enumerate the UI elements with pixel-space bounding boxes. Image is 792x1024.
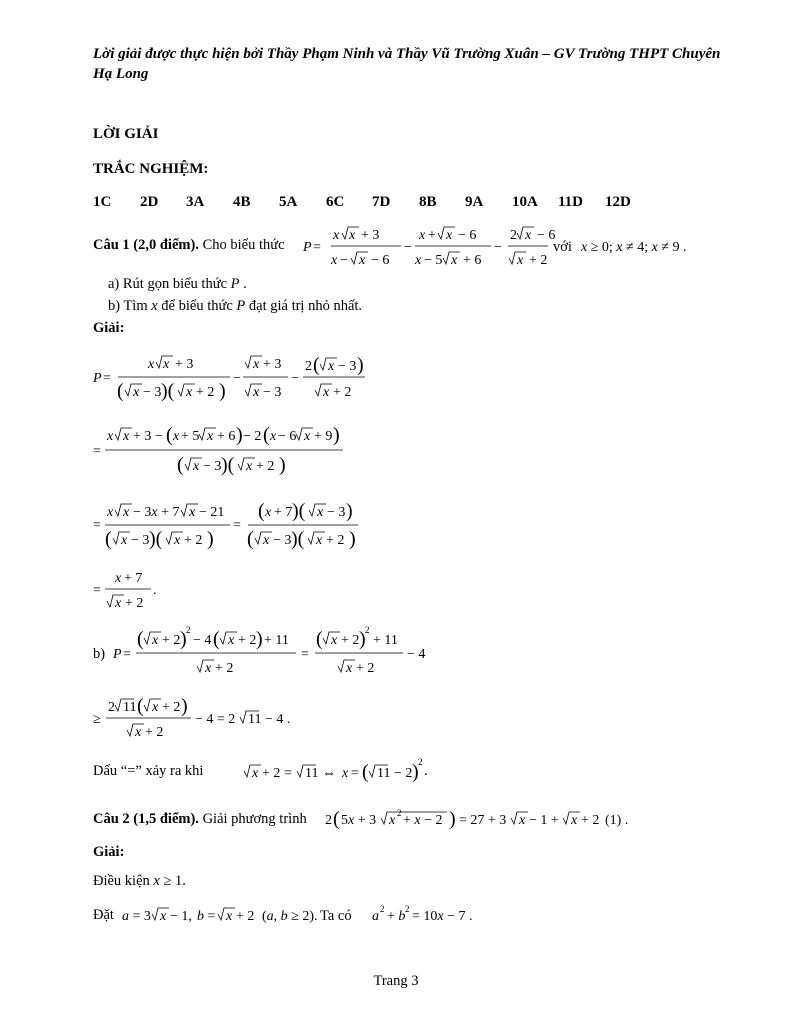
answer-item: 3A — [186, 194, 205, 210]
svg-text:−: − — [233, 371, 241, 386]
answer-item: 5A — [279, 194, 298, 210]
svg-text:x: x — [121, 533, 128, 548]
svg-text:(: ( — [247, 528, 254, 550]
q1-part-b: b) Tìm x để biểu thức P đạt giá trị nhỏ nhất. — [108, 298, 363, 314]
svg-text:− 4 = 2: − 4 = 2 — [195, 712, 236, 727]
answer-item: 1C — [93, 194, 112, 210]
svg-text:=: = — [301, 647, 309, 662]
svg-text:x: x — [328, 359, 335, 374]
svg-text:): ) — [181, 695, 188, 717]
svg-text:+ 3: + 3 — [361, 228, 380, 243]
svg-text:−: − — [404, 240, 412, 255]
svg-text:− 3: − 3 — [327, 505, 346, 520]
svg-text:x: x — [263, 533, 270, 548]
svg-text:x: x — [270, 429, 277, 444]
svg-text:+ 2: + 2 — [529, 253, 548, 268]
svg-text:x: x — [186, 385, 193, 400]
svg-text:x: x — [226, 909, 233, 924]
svg-text:x: x — [193, 459, 200, 474]
svg-text:− 3: − 3 — [131, 533, 150, 548]
svg-text:x: x — [525, 228, 532, 243]
q1-solution-label: Giải: — [93, 320, 125, 336]
svg-text:x: x — [349, 228, 356, 243]
svg-text:+ 2: + 2 — [341, 633, 360, 648]
svg-text:+ 2: + 2 — [145, 725, 164, 740]
svg-text:(: ( — [105, 528, 112, 550]
svg-text:x: x — [571, 813, 578, 828]
svg-text:− 6: − 6 — [537, 228, 556, 243]
q1-expression — [303, 224, 695, 275]
svg-text:=: = — [233, 518, 241, 533]
svg-text:(: ( — [117, 380, 124, 402]
answer-item: 10A — [512, 194, 538, 210]
svg-text:+: + — [428, 228, 436, 243]
q1-statement — [93, 237, 285, 254]
svg-text:x: x — [331, 253, 338, 268]
part-b-end: đạt giá trị nhỏ nhất. — [248, 298, 363, 314]
answer-item: 7D — [372, 194, 391, 210]
svg-text:)(: )( — [221, 454, 235, 476]
answer-item: 6C — [326, 194, 345, 210]
svg-text:+ x − 2: + x − 2 — [403, 813, 443, 828]
svg-text:P: P — [113, 647, 122, 662]
svg-text:x: x — [207, 429, 214, 444]
svg-text:(a, b ≥ 2).: (a, b ≥ 2). — [262, 909, 318, 924]
svg-text:=: = — [351, 766, 359, 781]
svg-text:2: 2 — [418, 757, 423, 767]
svg-text:(1) .: (1) . — [605, 813, 629, 828]
svg-text:+ 2: + 2 — [256, 459, 275, 474]
svg-text:): ) — [346, 500, 353, 522]
svg-text:x: x — [304, 429, 311, 444]
svg-text:+ 2 =: + 2 = — [262, 766, 292, 781]
q1-step-1 — [93, 350, 383, 415]
svg-text:x: x — [346, 661, 353, 676]
period: . — [424, 763, 428, 779]
q1-part-b-step-1 — [93, 625, 443, 686]
svg-text:+ 3 −: + 3 − — [133, 429, 163, 444]
svg-text:(: ( — [137, 695, 144, 717]
svg-text:): ) — [207, 528, 214, 550]
svg-text:(: ( — [313, 354, 320, 376]
svg-text:x: x — [133, 385, 140, 400]
condition-word: Điều kiện — [93, 873, 150, 889]
svg-text:− 3: − 3 — [338, 359, 357, 374]
svg-text:+ 3: + 3 — [263, 357, 282, 372]
svg-text:x: x — [107, 505, 114, 520]
svg-text:x: x — [323, 385, 330, 400]
svg-text:x: x — [107, 429, 114, 444]
svg-text:.: . — [153, 583, 157, 598]
svg-text:x: x — [189, 505, 196, 520]
svg-text:−: − — [340, 253, 348, 268]
svg-text:− 3: − 3 — [143, 385, 162, 400]
svg-text:x: x — [115, 596, 122, 611]
svg-text:− 6: − 6 — [278, 429, 297, 444]
svg-text:≥: ≥ — [93, 712, 101, 727]
svg-text:11 ⇔: 11 ⇔ — [305, 766, 336, 781]
have-word: Ta có — [320, 908, 352, 924]
svg-text:+ 2: + 2 — [215, 661, 234, 676]
q2-intro: Giải phương trình — [202, 811, 307, 827]
q1-step-3 — [93, 498, 373, 563]
svg-text:a = 3: a = 3 — [122, 909, 151, 924]
svg-text:x: x — [331, 633, 338, 648]
svg-text:=: = — [93, 518, 101, 533]
svg-text:x ≥ 0; x ≠ 4; x ≠ 9 .: x ≥ 0; x ≠ 4; x ≠ 9 . — [581, 240, 687, 255]
svg-text:+ 6: + 6 — [217, 429, 236, 444]
svg-text:− 3x + 7: − 3x + 7 — [133, 505, 180, 520]
svg-text:x: x — [253, 385, 260, 400]
q2-condition: Điều kiện x ≥ 1. — [93, 873, 186, 889]
svg-text:): ) — [180, 628, 187, 650]
svg-text:2: 2 — [108, 700, 115, 715]
svg-text:x: x — [115, 571, 122, 586]
q1-step-2 — [93, 420, 373, 485]
svg-text:−: − — [291, 371, 299, 386]
svg-text:− 2: − 2 — [243, 429, 262, 444]
svg-text:=: = — [123, 647, 131, 662]
answer-item: 2D — [140, 194, 159, 210]
svg-text:): ) — [333, 424, 340, 446]
svg-text:− 3: − 3 — [273, 533, 292, 548]
svg-text:x: x — [135, 725, 142, 740]
set-word: Đặt — [93, 907, 114, 923]
q1-equality-math — [242, 754, 422, 789]
equality-text: Dấu “=” xảy ra khi — [93, 763, 204, 779]
svg-text:x: x — [519, 813, 526, 828]
q2-statement — [93, 811, 307, 828]
page-number: Trang 3 — [373, 973, 419, 989]
svg-text:x: x — [265, 505, 272, 520]
svg-text:= 10x − 7 .: = 10x − 7 . — [412, 909, 473, 924]
q1-step-4 — [93, 568, 173, 619]
svg-text:=: = — [313, 240, 321, 255]
svg-text:(: ( — [166, 424, 173, 446]
svg-text:+ 9: + 9 — [314, 429, 333, 444]
svg-text:x: x — [359, 253, 366, 268]
svg-text:x: x — [160, 909, 167, 924]
svg-text:=: = — [93, 583, 101, 598]
svg-text:(: ( — [177, 454, 184, 476]
svg-text:− 1,: − 1, — [170, 909, 192, 924]
svg-text:x: x — [253, 357, 260, 372]
svg-text:)(: )( — [291, 528, 305, 550]
svg-text:+ 2: + 2 — [238, 633, 257, 648]
svg-text:): ) — [279, 454, 286, 476]
q1-part-a: a) Rút gọn biểu thức P . — [108, 276, 247, 292]
svg-text:+ 11: + 11 — [373, 633, 398, 648]
q2-substitution-math — [122, 898, 492, 933]
part-b-rest: để biểu thức — [161, 298, 233, 314]
svg-text:2: 2 — [305, 359, 312, 374]
svg-text:(: ( — [263, 424, 270, 446]
svg-text:+ 2: + 2 — [125, 596, 144, 611]
svg-text:x: x — [148, 357, 155, 372]
svg-text:(: ( — [362, 761, 369, 783]
svg-text:− 4: − 4 — [407, 647, 426, 662]
svg-text:x: x — [228, 633, 235, 648]
svg-text:=: = — [103, 371, 111, 386]
b-prefix: b) — [93, 646, 106, 662]
solution-title: LỜI GIẢI — [93, 126, 159, 142]
svg-text:2: 2 — [365, 625, 370, 635]
svg-text:)(: )( — [149, 528, 163, 550]
svg-text:x: x — [163, 357, 170, 372]
svg-text:− 3: − 3 — [263, 385, 282, 400]
svg-text:x: x — [316, 533, 323, 548]
svg-text:− 4: − 4 — [193, 633, 212, 648]
svg-text:5x + 3: 5x + 3 — [341, 813, 377, 828]
svg-text:x: x — [246, 459, 253, 474]
svg-text:+ 2: + 2 — [333, 385, 352, 400]
svg-text:+ 2: + 2 — [162, 633, 181, 648]
svg-text:): ) — [256, 628, 263, 650]
svg-text:x: x — [317, 505, 324, 520]
svg-text:)(: )( — [292, 500, 306, 522]
answer-item: 11D — [558, 194, 584, 210]
svg-text:11 − 2: 11 − 2 — [377, 766, 413, 781]
svg-text:)(: )( — [161, 380, 175, 402]
answer-item: 8B — [419, 194, 437, 210]
svg-text:+ 7: + 7 — [274, 505, 293, 520]
svg-text:): ) — [359, 628, 366, 650]
svg-text:x: x — [123, 429, 130, 444]
svg-text:2: 2 — [380, 904, 385, 914]
svg-text:− 3: − 3 — [203, 459, 222, 474]
svg-text:x: x — [419, 228, 426, 243]
svg-text:+ 5: + 5 — [181, 429, 200, 444]
svg-text:−: − — [494, 240, 502, 255]
svg-text:+ 7: + 7 — [124, 571, 143, 586]
svg-text:+ 2: + 2 — [162, 700, 181, 715]
svg-text:x: x — [205, 661, 212, 676]
svg-text:+ 2: + 2 — [184, 533, 203, 548]
svg-text:P: P — [93, 371, 102, 386]
svg-text:= 27 + 3: = 27 + 3 — [459, 813, 507, 828]
svg-text:+ 2: + 2 — [236, 909, 255, 924]
svg-text:2: 2 — [397, 808, 402, 818]
svg-text:x: x — [174, 533, 181, 548]
q1-label: Câu 1 (2,0 điểm). — [93, 237, 199, 253]
svg-text:11 − 4 .: 11 − 4 . — [248, 712, 291, 727]
q1-equality — [93, 763, 203, 780]
svg-text:x: x — [451, 253, 458, 268]
svg-text:2: 2 — [325, 813, 332, 828]
svg-text:x: x — [517, 253, 524, 268]
svg-text:+ 6: + 6 — [463, 253, 482, 268]
svg-text:11: 11 — [123, 700, 137, 715]
svg-text:− 21: − 21 — [199, 505, 225, 520]
header-note: Lời giải được thực hiện bởi Thầy Phạm Ninh và Thầy Vũ Trường Xuân – GV Trường THPT Chuyên Hạ Long — [93, 46, 721, 82]
svg-text:x: x — [152, 633, 159, 648]
svg-text:x: x — [333, 228, 340, 243]
svg-text:a: a — [372, 909, 379, 924]
svg-text:+ 11: + 11 — [264, 633, 289, 648]
svg-text:x: x — [123, 505, 130, 520]
svg-text:(: ( — [316, 628, 323, 650]
svg-text:x: x — [415, 253, 422, 268]
mcq-title: TRẮC NGHIỆM: — [93, 161, 209, 177]
svg-text:+ 2: + 2 — [356, 661, 375, 676]
part-a-text: a) Rút gọn biểu thức — [108, 276, 228, 292]
svg-text:=: = — [93, 444, 101, 459]
svg-text:+ 3: + 3 — [175, 357, 194, 372]
svg-text:(: ( — [137, 628, 144, 650]
svg-text:): ) — [236, 424, 243, 446]
svg-text:): ) — [349, 528, 356, 550]
svg-text:x: x — [173, 429, 180, 444]
answer-item: 4B — [233, 194, 251, 210]
svg-text:): ) — [449, 808, 456, 830]
svg-text:(: ( — [333, 808, 340, 830]
svg-text:x: x — [342, 766, 349, 781]
svg-text:+ b: + b — [387, 909, 406, 924]
svg-text:2: 2 — [186, 625, 191, 635]
q2-label: Câu 2 (1,5 điểm). — [93, 811, 199, 827]
svg-text:b =: b = — [197, 909, 216, 924]
svg-text:x: x — [389, 813, 396, 828]
q2-equation — [325, 802, 635, 837]
q1-intro: Cho biểu thức — [202, 237, 285, 253]
svg-text:): ) — [219, 380, 226, 402]
svg-text:− 6: − 6 — [371, 253, 390, 268]
svg-text:(: ( — [213, 628, 220, 650]
q2-solution-label: Giải: — [93, 844, 125, 860]
svg-text:P: P — [303, 240, 312, 255]
svg-text:2: 2 — [405, 904, 410, 914]
svg-text:): ) — [357, 354, 364, 376]
svg-text:): ) — [412, 761, 419, 783]
svg-text:x: x — [446, 228, 453, 243]
svg-text:+ 2: + 2 — [326, 533, 345, 548]
part-b-text: b) Tìm — [108, 298, 148, 314]
q2-substitution — [93, 907, 114, 924]
svg-text:(: ( — [258, 500, 265, 522]
answer-item: 9A — [465, 194, 484, 210]
answer-item: 12D — [605, 194, 631, 210]
svg-text:− 6: − 6 — [458, 228, 477, 243]
svg-text:− 5: − 5 — [424, 253, 443, 268]
svg-text:− 1 +: − 1 + — [529, 813, 559, 828]
cond-word: với — [553, 239, 572, 255]
svg-text:x: x — [152, 700, 159, 715]
svg-text:2: 2 — [510, 228, 517, 243]
svg-text:x: x — [252, 766, 259, 781]
svg-text:+ 2: + 2 — [196, 385, 215, 400]
q1-part-b-step-2 — [93, 692, 313, 753]
svg-text:+ 2: + 2 — [581, 813, 600, 828]
